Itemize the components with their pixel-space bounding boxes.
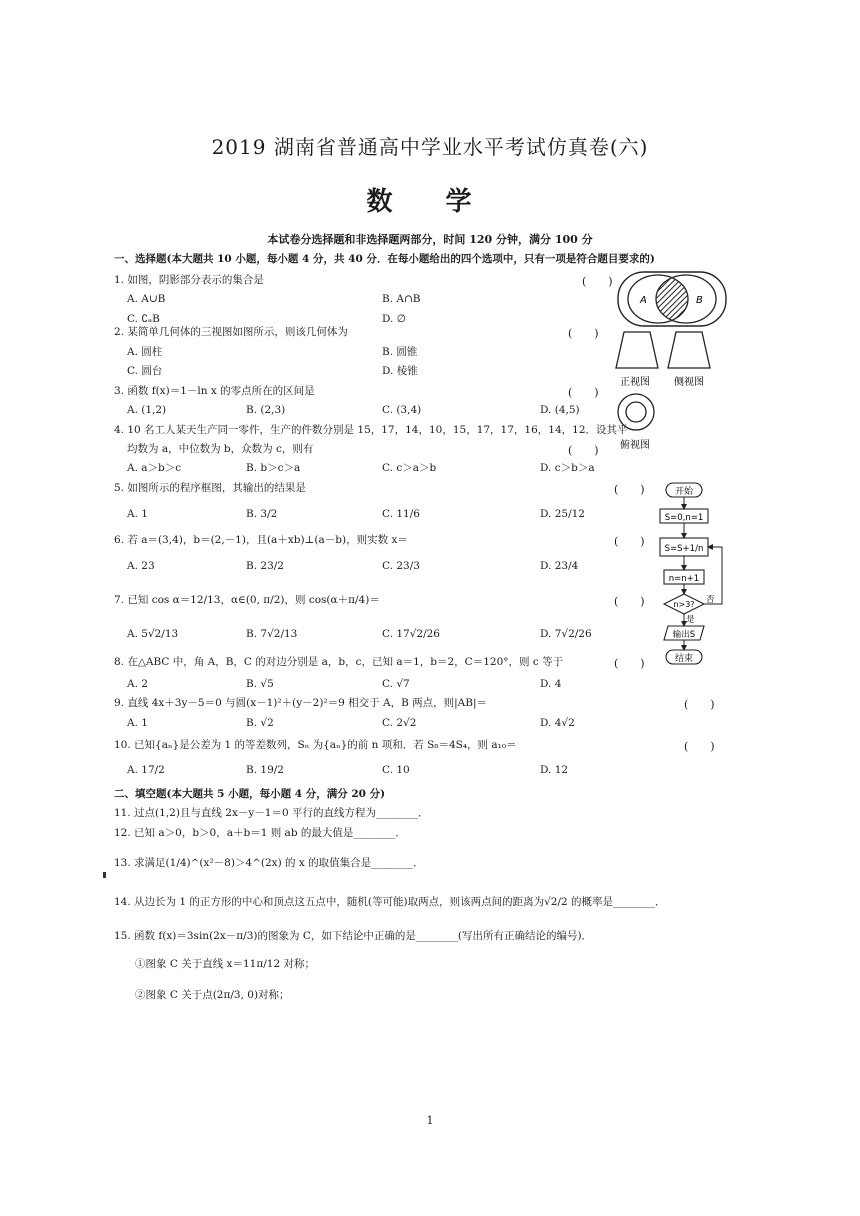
q3-stem: 3. 函数 f(x)＝1－ln x 的零点所在的区间是 bbox=[114, 385, 315, 397]
q4-option-c: C. c＞a＞b bbox=[382, 462, 437, 474]
flow-increment-label: n=n+1 bbox=[668, 574, 700, 584]
q6-option-d: D. 23/4 bbox=[540, 560, 579, 572]
q1-stem: 1. 如图，阴影部分表示的集合是 bbox=[114, 274, 264, 286]
q7-option-c: C. 17√2/26 bbox=[382, 628, 440, 640]
q8-option-a: A. 2 bbox=[127, 678, 148, 690]
q4-option-d: D. c＞b＞a bbox=[540, 462, 595, 474]
q9-option-d: D. 4√2 bbox=[540, 717, 575, 729]
flow-yes-label: 是 bbox=[686, 615, 695, 625]
q7-answer-blank: ( ) bbox=[614, 595, 645, 608]
q9-stem: 9. 直线 4x＋3y－5＝0 与圆(x－1)²＋(y－2)²＝9 相交于 A，B 两点，则|AB|＝ bbox=[114, 697, 487, 709]
venn-label-a: A bbox=[640, 295, 647, 306]
top-view-outer-circle bbox=[618, 394, 654, 430]
q15-item-1: ①图象 C 关于直线 x＝11π/12 对称； bbox=[135, 958, 315, 970]
front-view-label: 正视图 bbox=[620, 377, 650, 388]
venn-label-b: B bbox=[696, 295, 703, 306]
q8-option-c: C. √7 bbox=[382, 678, 410, 690]
q2-stem: 2. 某简单几何体的三视图如图所示，则该几何体为 bbox=[114, 326, 348, 338]
q5-option-b: B. 3/2 bbox=[246, 508, 278, 520]
q2-option-d: D. 棱锥 bbox=[382, 365, 418, 377]
q10-option-c: C. 10 bbox=[382, 764, 410, 776]
top-view-label: 俯视图 bbox=[620, 440, 650, 451]
q14-text: 14. 从边长为 1 的正方形的中心和顶点这五点中，随机(等可能)取两点，则该两点间的距离为√2/2 的概率是________． bbox=[114, 896, 666, 908]
q1-option-b: B. A∩B bbox=[382, 293, 421, 305]
q11-text: 11. 过点(1,2)且与直线 2x－y－1＝0 平行的直线方程为________． bbox=[114, 807, 429, 819]
flow-output-label: 输出S bbox=[672, 630, 696, 640]
exam-title: 2019 湖南省普通高中学业水平考试仿真卷(六) bbox=[211, 135, 649, 159]
q4-stem-line1: 4. 10 名工人某天生产同一零件，生产的件数分别是 15，17，14，10，15，17，17，16，14，12．设其平 bbox=[114, 424, 628, 436]
q1-option-a: A. A∪B bbox=[127, 293, 166, 305]
q7-option-b: B. 7√2/13 bbox=[246, 628, 298, 640]
q9-option-a: A. 1 bbox=[127, 717, 148, 729]
q6-option-c: C. 23/3 bbox=[382, 560, 420, 572]
three-view-diagram bbox=[610, 328, 730, 456]
q5-stem: 5. 如图所示的程序框图，其输出的结果是 bbox=[114, 482, 306, 494]
q9-answer-blank: ( ) bbox=[684, 698, 715, 711]
flow-end-label: 结束 bbox=[674, 654, 694, 664]
q2-answer-blank: ( ) bbox=[568, 327, 599, 340]
top-view-inner-circle bbox=[626, 402, 646, 422]
q15-stem: 15. 函数 f(x)＝3sin(2x－π/3)的图象为 C，如下结论中正确的是________(写出所有正确结论的编号)． bbox=[114, 930, 593, 942]
q1-answer-blank: ( ) bbox=[582, 275, 613, 288]
q9-option-b: B. √2 bbox=[246, 717, 274, 729]
q4-option-b: B. b＞c＞a bbox=[246, 462, 301, 474]
q7-stem: 7. 已知 cos α＝12/13，α∈(0, π/2)，则 cos(α＋π/4)＝ bbox=[114, 594, 380, 606]
q4-answer-blank: ( ) bbox=[568, 444, 599, 457]
flow-no-label: 否 bbox=[706, 595, 715, 605]
q3-option-a: A. (1,2) bbox=[127, 404, 167, 416]
q9-option-c: C. 2√2 bbox=[382, 717, 417, 729]
venn-diagram bbox=[616, 270, 728, 328]
q12-text: 12. 已知 a＞0，b＞0，a＋b＝1 则 ab 的最大值是________． bbox=[114, 827, 406, 839]
q7-option-d: D. 7√2/26 bbox=[540, 628, 592, 640]
q2-option-c: C. 圆台 bbox=[127, 365, 163, 377]
q5-option-c: C. 11/6 bbox=[382, 508, 420, 520]
section-2-heading: 二、填空题(本大题共 5 小题，每小题 4 分，满分 20 分) bbox=[114, 788, 386, 800]
q10-option-a: A. 17/2 bbox=[127, 764, 165, 776]
flow-start-label: 开始 bbox=[674, 487, 694, 497]
q8-option-d: D. 4 bbox=[540, 678, 562, 690]
q5-answer-blank: ( ) bbox=[614, 483, 645, 496]
q1-option-d: D. ∅ bbox=[382, 313, 406, 325]
flow-condition-label: n>3? bbox=[673, 600, 695, 609]
side-view-trapezoid bbox=[668, 332, 710, 368]
q3-option-d: D. (4,5) bbox=[540, 404, 580, 416]
q5-option-d: D. 25/12 bbox=[540, 508, 585, 520]
q6-option-a: A. 23 bbox=[127, 560, 155, 572]
q8-option-b: B. √5 bbox=[246, 678, 274, 690]
q8-answer-blank: ( ) bbox=[614, 657, 645, 670]
q8-stem: 8. 在△ABC 中，角 A，B，C 的对边分别是 a，b，c，已知 a＝1，b＝2，C＝120°，则 c 等于 bbox=[114, 656, 564, 668]
q7-option-a: A. 5√2/13 bbox=[127, 628, 179, 640]
flow-update-label: S=S+1/n bbox=[664, 544, 704, 554]
q3-answer-blank: ( ) bbox=[568, 386, 599, 399]
program-flowchart bbox=[654, 478, 734, 668]
subject-title: 数 学 bbox=[366, 187, 494, 217]
q10-option-b: B. 19/2 bbox=[246, 764, 284, 776]
section-1-heading: 一、选择题(本大题共 10 小题，每小题 4 分，共 40 分．在每小题给出的四个选项中，只有一项是符合题目要求的) bbox=[114, 253, 655, 265]
q10-answer-blank: ( ) bbox=[684, 740, 715, 753]
q15-item-2: ②图象 C 关于点(2π/3, 0)对称； bbox=[135, 989, 290, 1001]
q5-option-a: A. 1 bbox=[127, 508, 148, 520]
flow-init-label: S=0,n=1 bbox=[664, 513, 704, 523]
q6-answer-blank: ( ) bbox=[614, 535, 645, 548]
scan-mark bbox=[103, 872, 106, 878]
q2-option-b: B. 圆锥 bbox=[382, 346, 418, 358]
q4-option-a: A. a＞b＞c bbox=[127, 462, 182, 474]
q1-option-c: C. ∁ₐB bbox=[127, 313, 160, 325]
q3-option-b: B. (2,3) bbox=[246, 404, 286, 416]
q6-stem: 6. 若 a＝(3,4)，b＝(2,－1)，且(a＋xb)⊥(a－b)，则实数 x＝ bbox=[114, 534, 408, 546]
front-view-trapezoid bbox=[616, 332, 658, 368]
q10-stem: 10. 已知{aₙ}是公差为 1 的等差数列，Sₙ 为{aₙ}的前 n 项和．若 S₈＝4S₄，则 a₁₀＝ bbox=[114, 739, 517, 751]
q10-option-d: D. 12 bbox=[540, 764, 569, 776]
side-view-label: 侧视图 bbox=[674, 377, 704, 388]
q6-option-b: B. 23/2 bbox=[246, 560, 284, 572]
q4-stem-line2: 均数为 a，中位数为 b，众数为 c，则有 bbox=[127, 443, 314, 455]
q3-option-c: C. (3,4) bbox=[382, 404, 422, 416]
page-number: 1 bbox=[426, 1114, 434, 1127]
q13-text: 13. 求满足(1/4)^(x²－8)＞4^(2x) 的 x 的取值集合是________． bbox=[114, 857, 424, 869]
exam-intro: 本试卷分选择题和非选择题两部分，时间 120 分钟，满分 100 分 bbox=[267, 233, 593, 246]
q2-option-a: A. 圆柱 bbox=[127, 346, 163, 358]
